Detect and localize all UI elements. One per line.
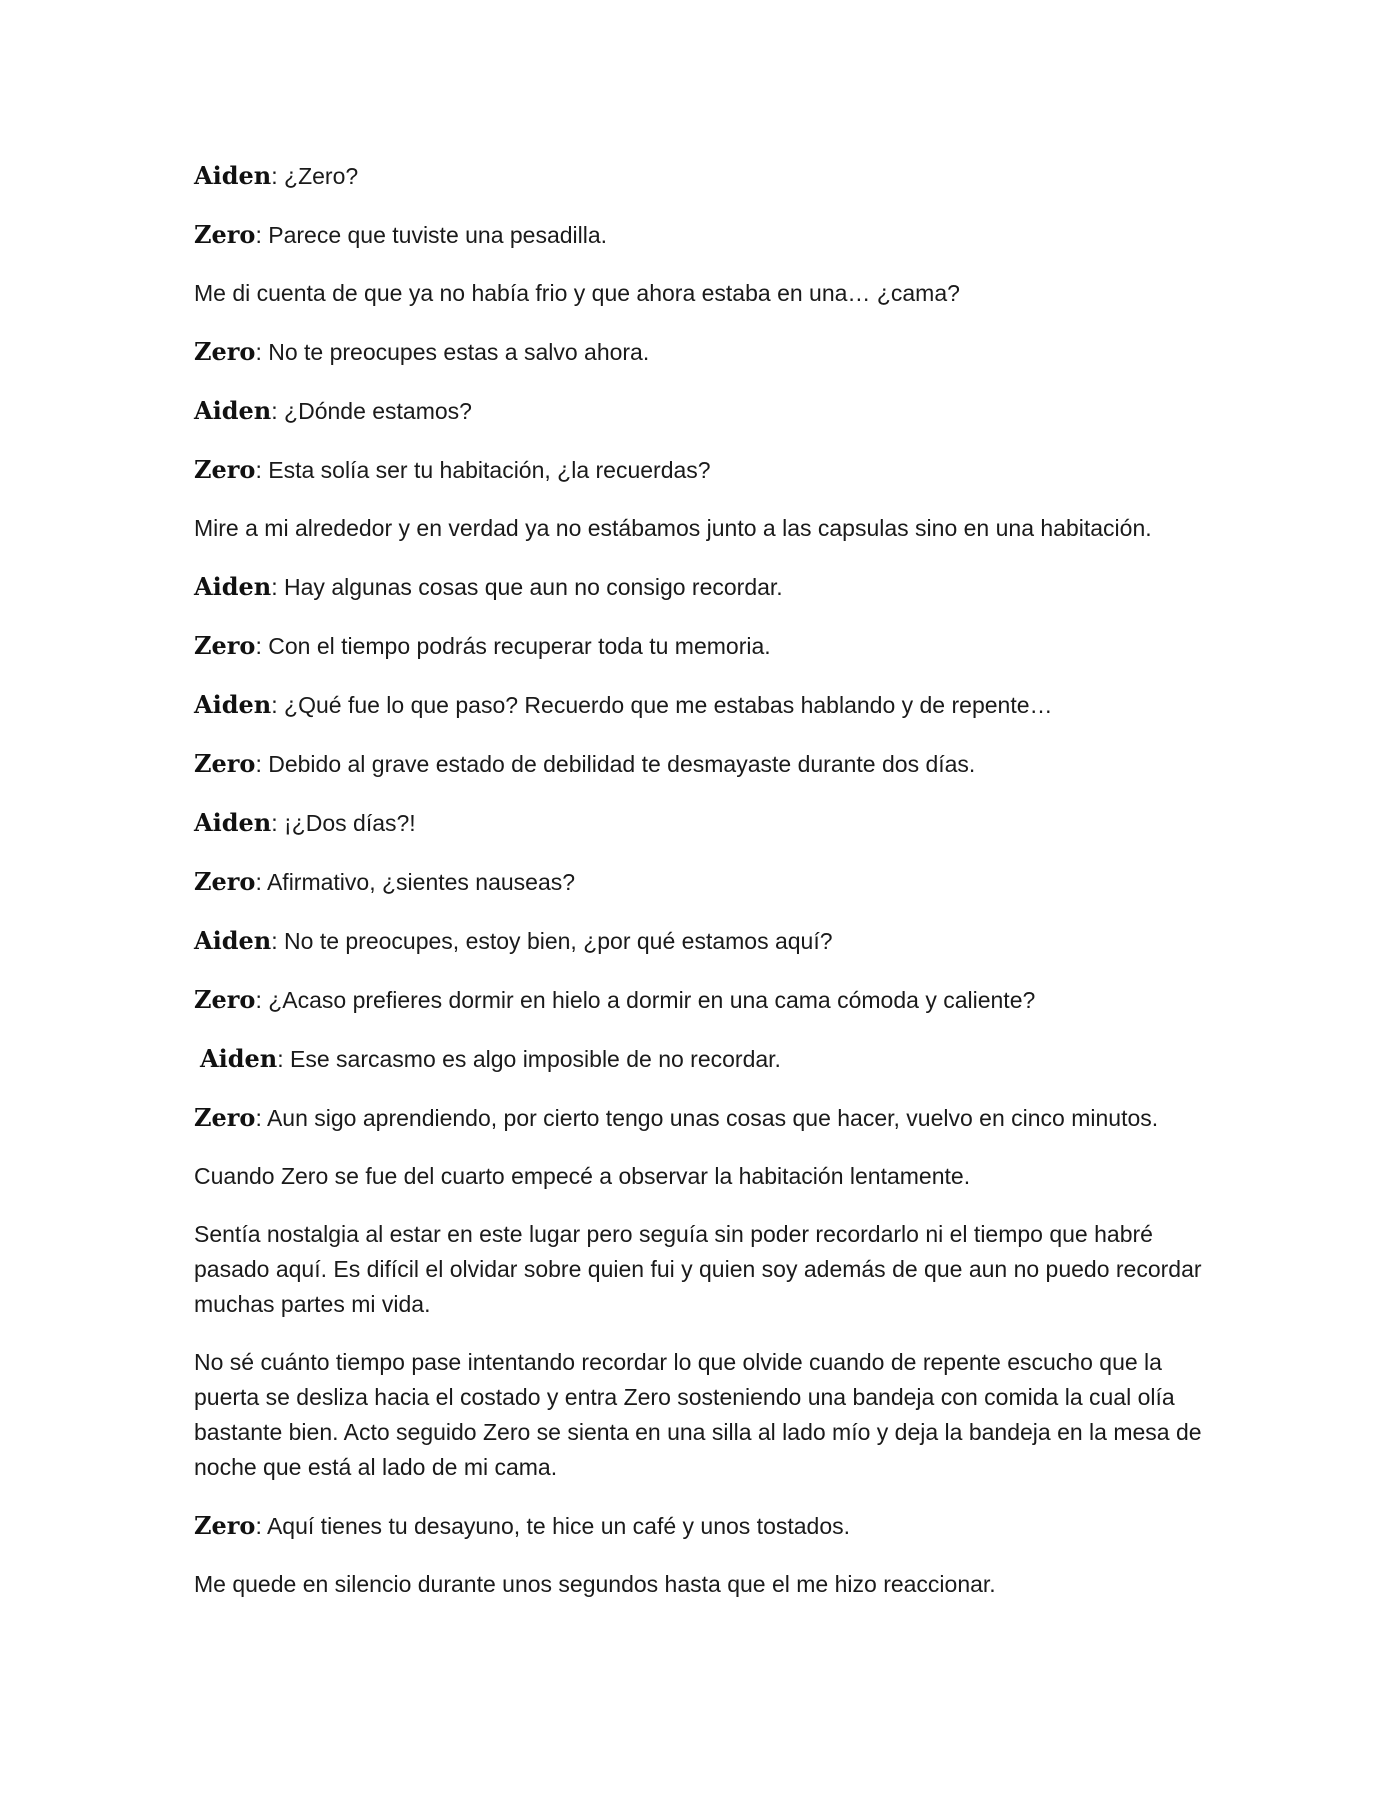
speaker-colon: : <box>255 869 267 895</box>
speaker-name: Aiden <box>194 161 272 190</box>
dialogue-text: ¿Dónde estamos? <box>284 398 472 424</box>
narration-paragraph: Cuando Zero se fue del cuarto empecé a observar la habitación lentamente. <box>194 1163 971 1189</box>
dialogue-text: Aun sigo aprendiendo, por cierto tengo unas cosas que hacer, vuelvo en cinco minutos. <box>266 1105 1159 1131</box>
dialogue-text: ¿Zero? <box>284 163 359 189</box>
speaker-name: Aiden <box>200 1044 278 1073</box>
dialogue-text: Hay algunas cosas que aun no consigo recordar. <box>284 574 783 600</box>
speaker-name: Zero <box>194 985 256 1014</box>
speaker-colon: : <box>271 810 285 836</box>
speaker-name: Zero <box>194 867 256 896</box>
speaker-colon: : <box>255 1513 267 1539</box>
speaker-colon: : <box>271 398 285 424</box>
dialogue-text: ¿Qué fue lo que paso? Recuerdo que me estabas hablando y de repente… <box>284 692 1053 718</box>
dialogue-line <box>194 628 1214 664</box>
dialogue-line <box>194 982 1214 1018</box>
speaker-colon: : <box>271 163 285 189</box>
dialogue-text: Parece que tuviste una pesadilla. <box>268 222 608 248</box>
dialogue-text: Esta solía ser tu habitación, ¿la recuerdas? <box>268 457 711 483</box>
dialogue-text: Debido al grave estado de debilidad te desmayaste durante dos días. <box>268 751 976 777</box>
narration-paragraph: Mire a mi alrededor y en verdad ya no estábamos junto a las capsulas sino en una habitación. <box>194 515 1152 541</box>
dialogue-text: No te preocupes, estoy bien, ¿por qué estamos aquí? <box>284 928 833 954</box>
dialogue-line <box>194 452 1214 488</box>
speaker-colon: : <box>255 339 269 365</box>
dialogue-line <box>194 334 1214 370</box>
speaker-colon: : <box>255 222 269 248</box>
dialogue-line <box>194 158 1214 194</box>
speaker-name: Zero <box>194 220 256 249</box>
speaker-name: Zero <box>194 455 256 484</box>
speaker-colon: : <box>255 457 269 483</box>
narration-paragraph: Sentía nostalgia al estar en este lugar pero seguía sin poder recordarlo ni el tiempo que habré pasado aquí. Es difícil el olvidar sobre quien fui y quien soy además de que aun no puedo recordar muchas partes mi vida. <box>194 1221 1202 1317</box>
speaker-colon: : <box>271 574 285 600</box>
dialogue-text: Afirmativo, ¿sientes nauseas? <box>266 869 576 895</box>
dialogue-text: ¿Acaso prefieres dormir en hielo a dormir en una cama cómoda y caliente? <box>268 987 1036 1013</box>
document-body <box>194 158 1214 1625</box>
dialogue-text: Ese sarcasmo es algo imposible de no recordar. <box>290 1046 781 1072</box>
dialogue-line <box>194 746 1214 782</box>
dialogue-text: No te preocupes estas a salvo ahora. <box>268 339 650 365</box>
speaker-colon: : <box>255 1105 267 1131</box>
speaker-name: Zero <box>194 1103 256 1132</box>
speaker-colon: : <box>255 633 269 659</box>
speaker-name: Zero <box>194 1511 256 1540</box>
dialogue-line <box>194 1100 1214 1136</box>
dialogue-line <box>194 864 1214 900</box>
narration-paragraph: Me di cuenta de que ya no había frio y que ahora estaba en una… ¿cama? <box>194 280 960 306</box>
speaker-name: Aiden <box>194 572 272 601</box>
speaker-name: Zero <box>194 631 256 660</box>
narration-paragraph: No sé cuánto tiempo pase intentando recordar lo que olvide cuando de repente escucho que la puerta se desliza hacia el costado y entra Zero sosteniendo una bandeja con comida la cual olía bastante bien. Acto seguido Zero se sienta en una silla al lado mío y deja la bandeja en la mesa de noche que está al lado de mi cama. <box>194 1349 1202 1480</box>
speaker-name: Aiden <box>194 926 272 955</box>
narration-paragraph: Me quede en silencio durante unos segundos hasta que el me hizo reaccionar. <box>194 1571 996 1597</box>
dialogue-line <box>194 217 1214 253</box>
speaker-colon: : <box>277 1046 291 1072</box>
dialogue-text: Aquí tienes tu desayuno, te hice un café y unos tostados. <box>266 1513 851 1539</box>
speaker-colon: : <box>271 928 285 954</box>
speaker-colon: : <box>255 987 269 1013</box>
dialogue-line <box>194 687 1214 723</box>
dialogue-line <box>194 393 1214 429</box>
dialogue-line <box>194 1041 1214 1077</box>
dialogue-text: Con el tiempo podrás recuperar toda tu memoria. <box>268 633 771 659</box>
speaker-name: Aiden <box>194 808 272 837</box>
dialogue-line <box>194 569 1214 605</box>
speaker-name: Aiden <box>194 690 272 719</box>
dialogue-line <box>194 923 1214 959</box>
speaker-name: Aiden <box>194 396 272 425</box>
dialogue-line <box>194 1508 1214 1544</box>
dialogue-text: ¡¿Dos días?! <box>284 810 416 836</box>
dialogue-line <box>194 805 1214 841</box>
speaker-colon: : <box>255 751 269 777</box>
speaker-name: Zero <box>194 337 256 366</box>
speaker-name: Zero <box>194 749 256 778</box>
speaker-colon: : <box>271 692 285 718</box>
